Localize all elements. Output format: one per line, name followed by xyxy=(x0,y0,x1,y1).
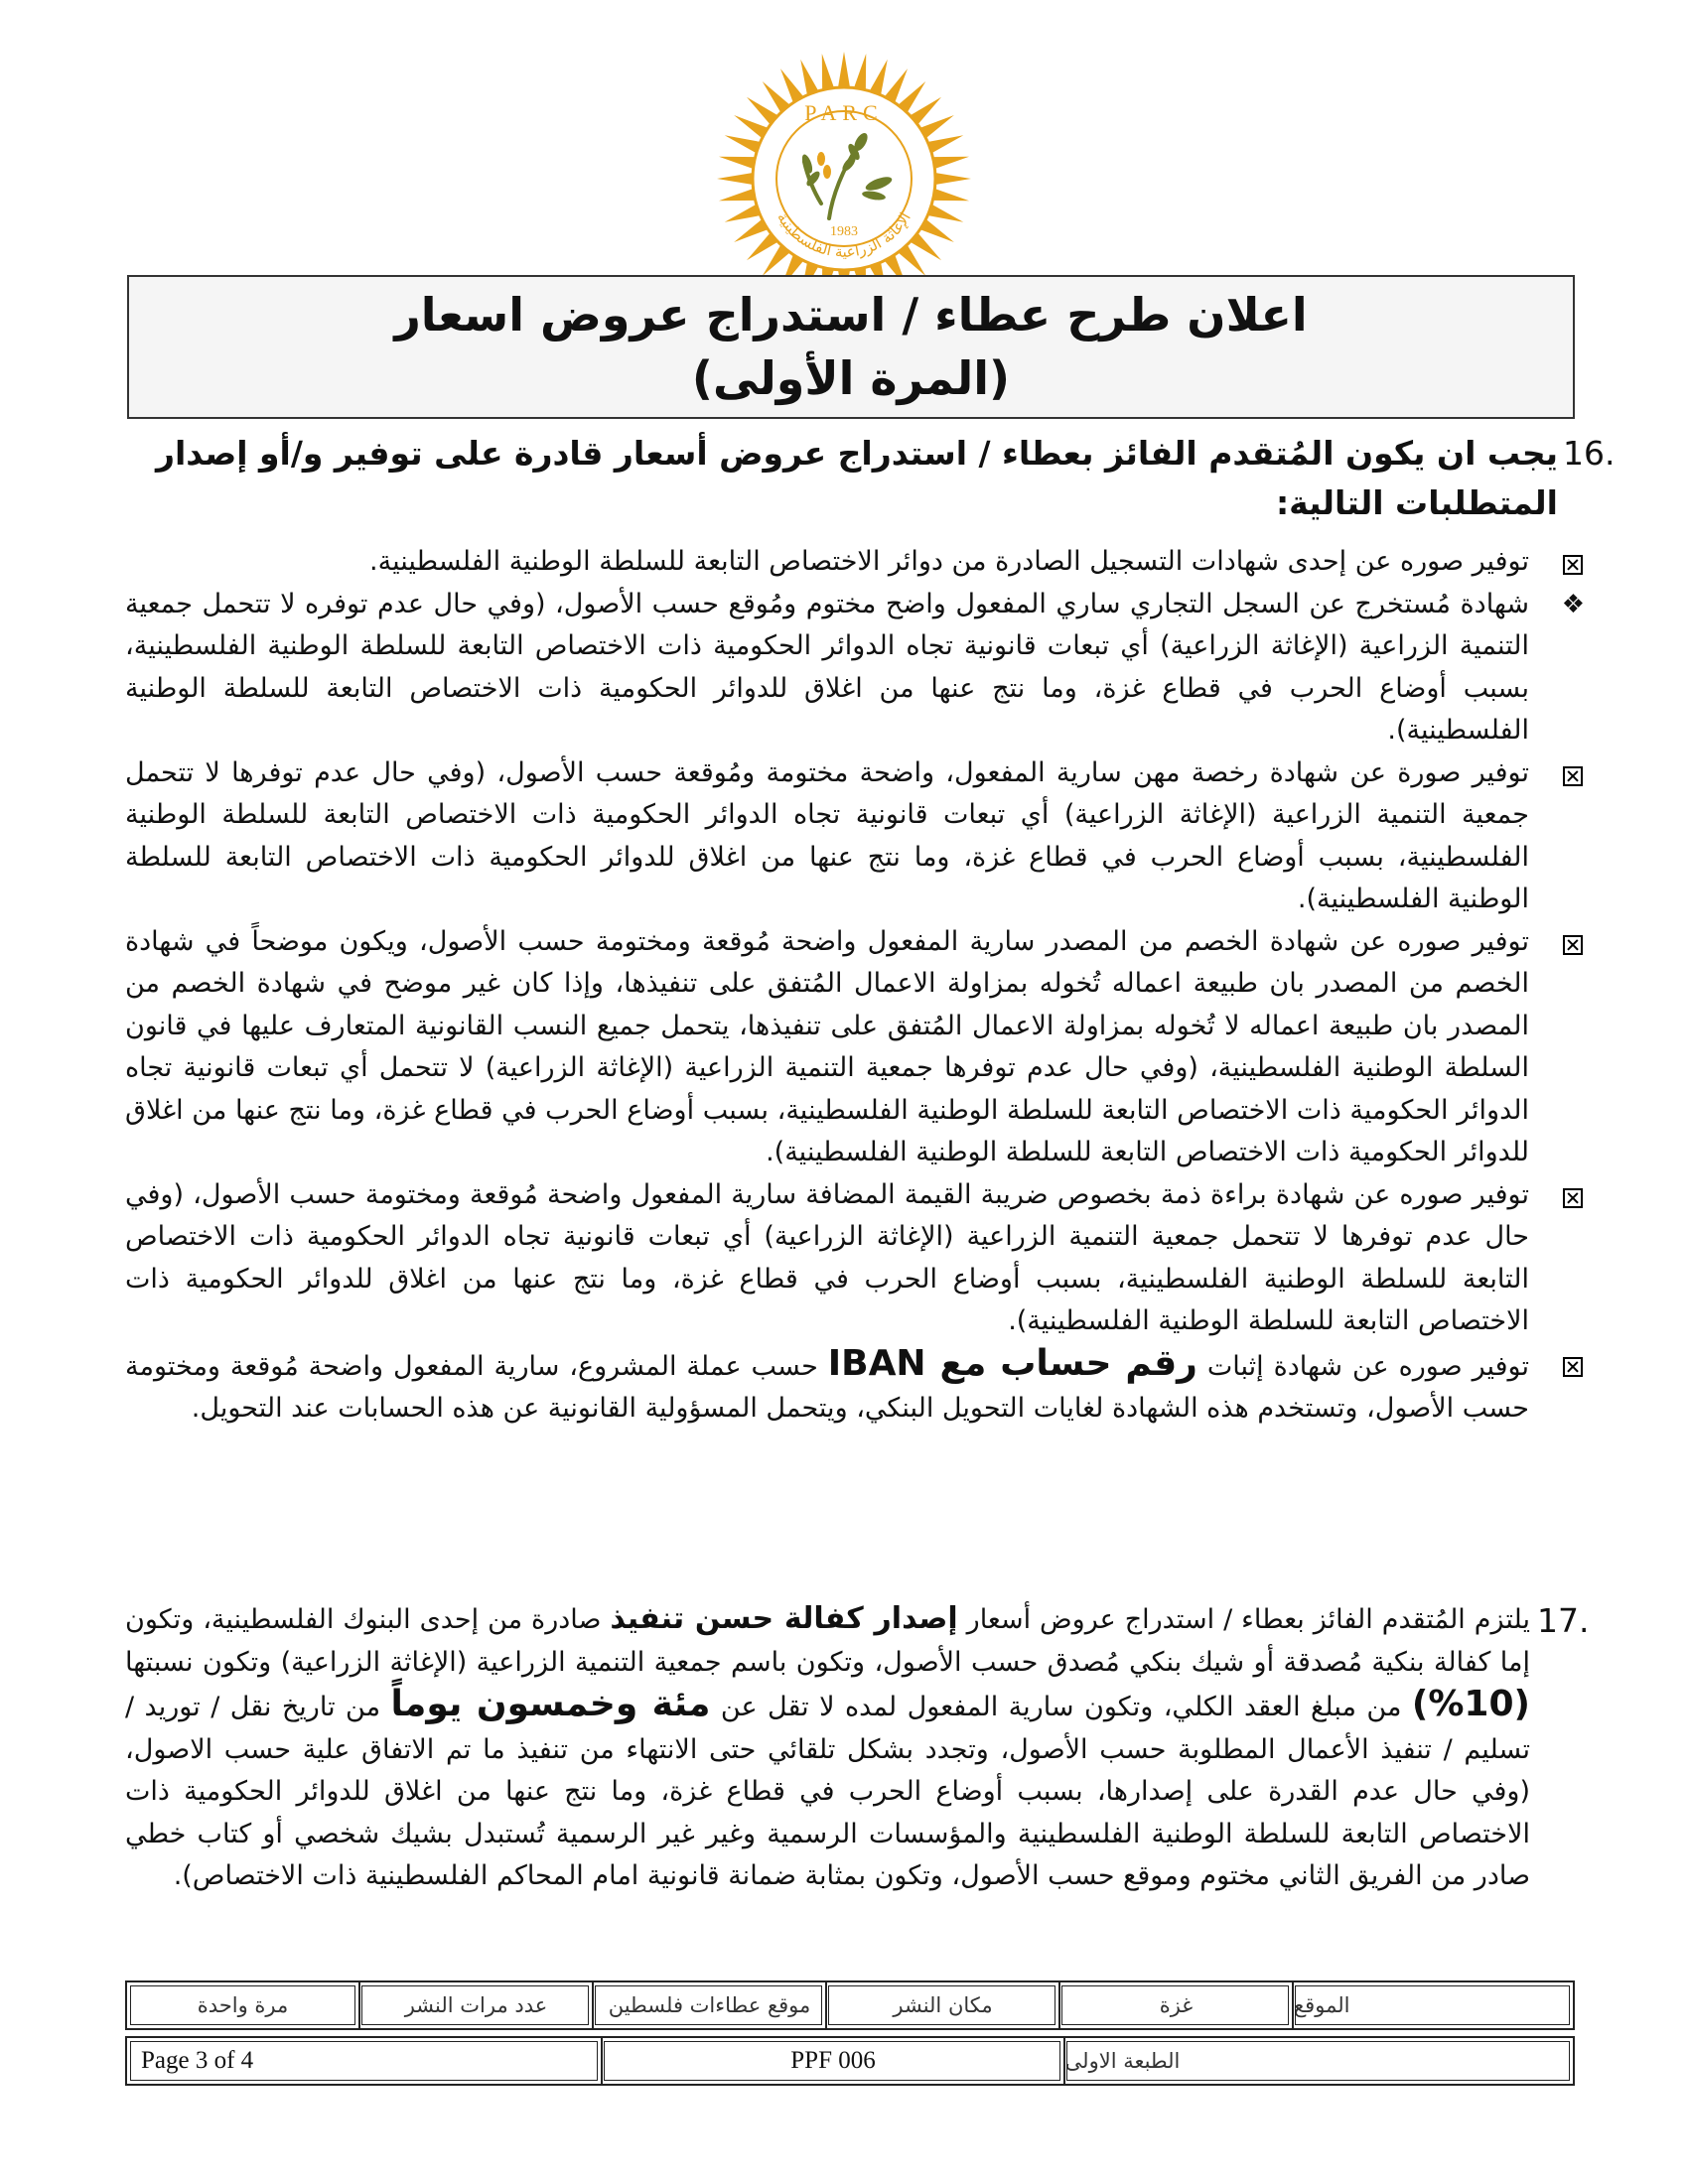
list-item xyxy=(125,541,1593,584)
list-item xyxy=(125,1174,1593,1343)
sun-ray xyxy=(822,54,834,90)
requirements-list xyxy=(125,541,1593,1431)
title-main: اعلان طرح عطاء / استدراج عروض اسعار xyxy=(394,288,1308,341)
list-item xyxy=(125,752,1593,921)
boxed-x-icon xyxy=(1563,766,1583,786)
sun-ray xyxy=(725,205,761,222)
sun-ray xyxy=(927,135,963,153)
list-item-text: توفير صوره عن شهادة براءة ذمة بخصوص ضريبة القيمة المضافة سارية المفعول واضحة مُوقعة ومختومة حسب الأصول، (وفي حال عدم توفرها لا تتحمل جمعية التنمية الزراعية (الإغاثة الزراعية) أي تبعات قانونية تجاه الدوائر الحكومية ذات الاختصاص التابعة للسلطة الوطنية الفلسطينية، بسبب أوضاع الحرب في قطاع غزة، وما نتج عنها من اغلاق للدوائر الحكومية ذات الاختصاص التابعة للسلطة الوطنية الفلسطينية). xyxy=(125,1178,1529,1336)
diamond-bullet-icon: ❖ xyxy=(1561,589,1585,619)
footer-cell-location-label: الموقع xyxy=(1292,1982,1573,2028)
parc-logo xyxy=(710,45,978,313)
list-item-text: شهادة مُستخرج عن السجل التجاري ساري المفعول واضح مختوم ومُوقع حسب الأصول، (وفي حال عدم توفره لا تتحمل جمعية التنمية الزراعية (الإغاثة الزراعية) أي تبعات قانونية تجاه الدوائر الحكومية ذات الاختصاص التابعة للسلطة الوطنية الفلسطينية، بسبب أوضاع الحرب في قطاع غزة، وما نتج عنها من اغلاق للدوائر الحكومية ذات الاختصاص التابعة للسلطة الوطنية الفلسطينية). xyxy=(125,588,1529,746)
s17-text-1: يلتزم المُتقدم الفائز بعطاء / استدراج عروض أسعار xyxy=(957,1604,1530,1635)
sun-ray xyxy=(717,173,753,185)
s17-text-2: صادرة من إحدى البنوك الفلسطينية، وتكون إما كفالة بنكية مُصدقة أو شيك بنكي مُصدق حسب الأصول، وتكون باسم جمعية التنمية الزراعية (الإغاثة الزراعية) وتكون نسبتها xyxy=(125,1604,1530,1678)
sun-ray xyxy=(870,60,888,95)
iban-text-bold: رقم حساب مع IBAN xyxy=(827,1342,1197,1384)
sun-ray xyxy=(838,52,850,87)
list-item-text: توفير صوره عن شهادة الخصم من المصدر سارية المفعول واضحة مُوقعة ومختومة حسب الأصول، ويكون موضحاً في شهادة الخصم من المصدر بان طبيعة اعماله تُخوله بمزاولة الاعمال المُتفق على تنفيذها، وإذا كان غير موضح في شهادة الخصم من المصدر بان طبيعة اعماله لا تُخوله بمزاولة الاعمال المُتفق على تنفيذها، يتحمل جميع النسب القانونية المتعارف عليها في قانون السلطة الوطنية الفلسطينية، (وفي حال عدم توفرها جمعية التنمية الزراعية (الإغاثة الزراعية) لا تتحمل أي تبعات قانونية تجاه الدوائر الحكومية ذات الاختصاص التابعة للسلطة الوطنية الفلسطينية، بسبب أوضاع الحرب في قطاع غزة، وما نتج عنها من اغلاق للدوائر الحكومية ذات الاختصاص التابعة للسلطة الوطنية الفلسطينية). xyxy=(125,925,1529,1167)
sun-ray xyxy=(719,189,756,201)
title-box xyxy=(127,275,1575,419)
iban-text-after: حسب عملة المشروع، سارية المفعول واضحة مُوقعة ومختومة حسب الأصول، وتستخدم هذه الشهادة لغايات التحويل البنكي، ويتحمل المسؤولية القانونية عن هذه الحسابات عند التحويل. xyxy=(125,1350,1529,1424)
footer-document-table xyxy=(125,2036,1575,2086)
title-subtitle: (المرة الأولى) xyxy=(691,351,1011,405)
section-16-number: 16. xyxy=(1563,434,1616,473)
sun-ray xyxy=(854,54,866,90)
footer-cell-publish-place-value: موقع عطاءات فلسطين xyxy=(592,1982,825,2028)
sun-ray xyxy=(932,157,969,169)
section-17-paragraph xyxy=(125,1598,1530,1898)
boxed-x-icon xyxy=(1563,1357,1583,1377)
footer-cell-page-number: Page 3 of 4 xyxy=(127,2038,601,2084)
s17-text-4: من تاريخ نقل / توريد / تسليم / تنفيذ الأعمال المطلوبة حسب الأصول، وتجدد بشكل تلقائي حتى الانتهاء من تنفيذ ما تم الاتفاق علية حسب الاصول، (وفي حال عدم القدرة على إصدارها، بسبب أوضاع الحرب في قطاع غزة، وما نتج عنها من اغلاق للدوائر الحكومية ذات الاختصاص التابعة للسلطة الوطنية الفلسطينية والمؤسسات الرسمية وغير غير الرسمية تُستبدل بشيك شخصي أو كتاب خطي صادر من الفريق الثاني مختوم وموقع حسب الأصول، وتكون بمثابة ضمانة قانونية امام المحاكم الفلسطينية ذات الاختصاص). xyxy=(125,1692,1530,1891)
sun-ray xyxy=(932,189,969,201)
list-item xyxy=(125,1343,1593,1431)
footer-cell-count-label: عدد مرات النشر xyxy=(358,1982,592,2028)
iban-text-before: توفير صوره عن شهادة إثبات xyxy=(1196,1350,1530,1382)
footer-cell-count-value: مرة واحدة xyxy=(127,1982,358,2028)
s17-text-3: من مبلغ العقد الكلي، وتكون سارية المفعول لمده لا تقل عن xyxy=(710,1692,1412,1722)
footer-cell-publish-place-label: مكان النشر xyxy=(825,1982,1058,2028)
footer-cell-edition: الطبعة الاولى xyxy=(1063,2038,1573,2084)
boxed-x-icon xyxy=(1563,935,1583,955)
footer-cell-location-value: غزة xyxy=(1058,1982,1292,2028)
s17-bold-guarantee: إصدار كفالة حسن تنفيذ xyxy=(610,1601,958,1636)
section-17-number: 17. xyxy=(1537,1601,1590,1640)
sun-ray xyxy=(719,157,756,169)
s17-bold-days: مئة وخمسون يوماً xyxy=(390,1684,711,1724)
list-item-text: توفير صوره عن إحدى شهادات التسجيل الصادرة من دوائر الاختصاص التابعة للسلطة الوطنية الفلسطينية. xyxy=(369,546,1529,577)
logo-top-text: PARC xyxy=(804,100,884,125)
logo-arc-text: الإغاثة الزراعية الفلسطينية xyxy=(774,208,914,261)
sun-ray xyxy=(935,173,971,185)
logo-year: 1983 xyxy=(830,224,858,239)
list-item-text: توفير صورة عن شهادة رخصة مهن سارية المفعول، واضحة مختومة ومُوقعة حسب الأصول، (وفي حال عدم توفرها لا تتحمل جمعية التنمية الزراعية (الإغاثة الزراعية) أي تبعات قانونية تجاه الدوائر الحكومية ذات الاختصاص التابعة للسلطة الوطنية الفلسطينية، بسبب أوضاع الحرب في قطاع غزة، وما نتج عنها من اغلاق للدوائر الحكومية ذات الاختصاص التابعة للسلطة الوطنية الفلسطينية). xyxy=(125,756,1529,914)
boxed-x-icon xyxy=(1563,1188,1583,1208)
list-item xyxy=(125,584,1593,752)
section-16-heading: يجب ان يكون المُتقدم الفائز بعطاء / استدراج عروض أسعار قادرة على توفير و/أو إصدار المتطلبات التالية: xyxy=(155,434,1558,522)
sun-ray xyxy=(800,60,818,95)
sun-ray xyxy=(927,205,963,222)
s17-bold-percent: (10%) xyxy=(1411,1684,1530,1724)
footer-publication-table xyxy=(125,1980,1575,2030)
footer-cell-form-code: PPF 006 xyxy=(601,2038,1062,2084)
boxed-x-icon xyxy=(1563,555,1583,575)
sun-ray xyxy=(725,135,761,153)
list-item xyxy=(125,921,1593,1174)
